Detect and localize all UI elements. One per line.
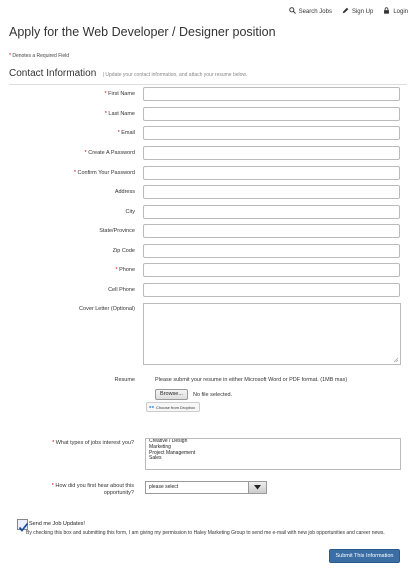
contact-section-title: Contact Information bbox=[9, 68, 97, 79]
referral-selected-value: please select bbox=[149, 484, 179, 490]
search-jobs-label: Search Jobs bbox=[298, 8, 332, 15]
job-updates-title: Send me Job Updates! bbox=[29, 521, 85, 527]
city-field[interactable] bbox=[143, 205, 400, 219]
cell-phone-field[interactable] bbox=[143, 283, 400, 297]
browse-button[interactable]: Browse... bbox=[155, 389, 188, 400]
cell-phone-label: Cell Phone bbox=[108, 287, 135, 293]
page-title: Apply for the Web Developer / Designer position bbox=[9, 25, 276, 39]
chevron-down-icon[interactable] bbox=[248, 482, 266, 493]
file-status: No file selected. bbox=[193, 392, 233, 398]
confirm-password-field[interactable] bbox=[143, 166, 400, 180]
login-label: Login bbox=[393, 8, 408, 15]
job-updates-text: By checking this box and submitting this form, I am giving my permission to Haley Marketing Group to send me e-mail with new job opportunities and career news. bbox=[26, 530, 385, 536]
required-star: * bbox=[9, 53, 11, 59]
cover-letter-textarea[interactable] bbox=[143, 303, 401, 365]
zip-field[interactable] bbox=[143, 244, 400, 258]
create-password-label: * Create A Password bbox=[84, 150, 135, 156]
lock-icon bbox=[383, 7, 390, 16]
first-name-label: * First Name bbox=[104, 91, 135, 97]
job-types-listbox[interactable] bbox=[145, 438, 401, 470]
last-name-label: * Last Name bbox=[104, 111, 135, 117]
top-nav bbox=[289, 7, 408, 16]
referral-select[interactable] bbox=[145, 481, 267, 494]
resume-label: Resume bbox=[114, 377, 135, 383]
dropbox-icon bbox=[149, 405, 154, 410]
search-icon bbox=[289, 7, 296, 16]
contact-section-subtitle: | Update your contact information, and attach your resume below. bbox=[102, 72, 248, 78]
resume-note: Please submit your resume in either Microsoft Word or PDF format. (1MB max) bbox=[155, 377, 348, 383]
state-field[interactable] bbox=[143, 224, 400, 238]
dropbox-label: Choose from Dropbox bbox=[156, 404, 196, 410]
address-label: Address bbox=[114, 189, 135, 195]
search-jobs-link[interactable] bbox=[289, 7, 332, 16]
address-field[interactable] bbox=[143, 185, 400, 199]
required-note bbox=[9, 53, 69, 59]
pencil-icon bbox=[342, 7, 349, 16]
email-field[interactable] bbox=[143, 126, 400, 140]
create-password-field[interactable] bbox=[143, 146, 400, 160]
job-types-label: * What types of jobs interest you? bbox=[52, 440, 134, 446]
required-note-text: Denotes a Required Field bbox=[12, 53, 70, 59]
sign-up-label: Sign Up bbox=[351, 8, 374, 15]
job-updates-checkbox[interactable] bbox=[17, 519, 28, 530]
job-type-option[interactable]: Marketing bbox=[149, 443, 171, 450]
submit-button[interactable]: Submit This Information bbox=[329, 549, 400, 563]
phone-label: * Phone bbox=[115, 267, 135, 273]
phone-field[interactable] bbox=[143, 263, 400, 277]
referral-label: * How did you first hear about this opportunity? bbox=[51, 483, 134, 496]
login-link[interactable] bbox=[383, 7, 408, 16]
confirm-password-label: * Confirm Your Password bbox=[73, 170, 135, 176]
email-label: * Email bbox=[117, 130, 135, 136]
job-type-option[interactable]: Project Management bbox=[149, 449, 196, 456]
contact-section-header bbox=[9, 63, 407, 85]
first-name-field[interactable] bbox=[143, 87, 400, 101]
dropbox-button[interactable] bbox=[146, 402, 200, 412]
sign-up-link[interactable] bbox=[342, 7, 373, 16]
city-label: City bbox=[125, 209, 135, 215]
zip-label: Zip Code bbox=[112, 248, 135, 254]
resize-grip-icon[interactable] bbox=[393, 357, 399, 363]
last-name-field[interactable] bbox=[143, 107, 400, 121]
cover-letter-label: Cover Letter (Optional) bbox=[79, 306, 135, 312]
job-type-option[interactable]: Creative / Design bbox=[149, 438, 188, 444]
job-type-option[interactable]: Sales bbox=[149, 455, 162, 462]
state-label: State/Province bbox=[99, 228, 135, 234]
